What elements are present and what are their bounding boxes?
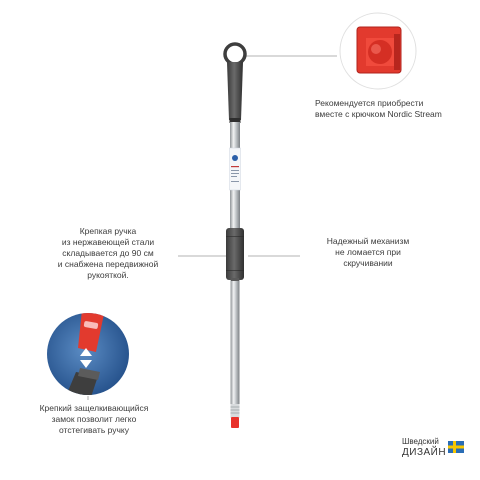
brand-line-1: Шведский (402, 437, 439, 446)
lock-detail (47, 310, 129, 400)
top-grip (227, 62, 243, 120)
telescopic-pole (225, 44, 245, 428)
wall-hook-icon (357, 27, 401, 73)
hang-ring (225, 44, 245, 64)
lower-tube (231, 280, 240, 408)
caption-hook-recommendation: Рекомендуется приобрести вместе с крючком Nordic Stream (315, 98, 442, 119)
threaded-tip (231, 404, 240, 428)
label-logo (232, 155, 238, 161)
sliding-grip (226, 228, 244, 280)
caption-mechanism: Надежный механизм не ломается при скручивании (326, 236, 410, 268)
brand-line-2: ДИЗАЙН (402, 447, 447, 458)
red-end-cap (231, 417, 239, 428)
caption-lock: Крепкий защелкивающийся замок позволит легко отстегивать ручку (39, 403, 149, 435)
caption-handle-description: Крепкая ручка из нержавеющей стали складывается до 90 см и снабжена передвижной рукояткой. (57, 226, 159, 280)
label-sticker (230, 148, 241, 190)
swedish-design-badge (402, 437, 472, 465)
hook-detail (340, 13, 416, 89)
